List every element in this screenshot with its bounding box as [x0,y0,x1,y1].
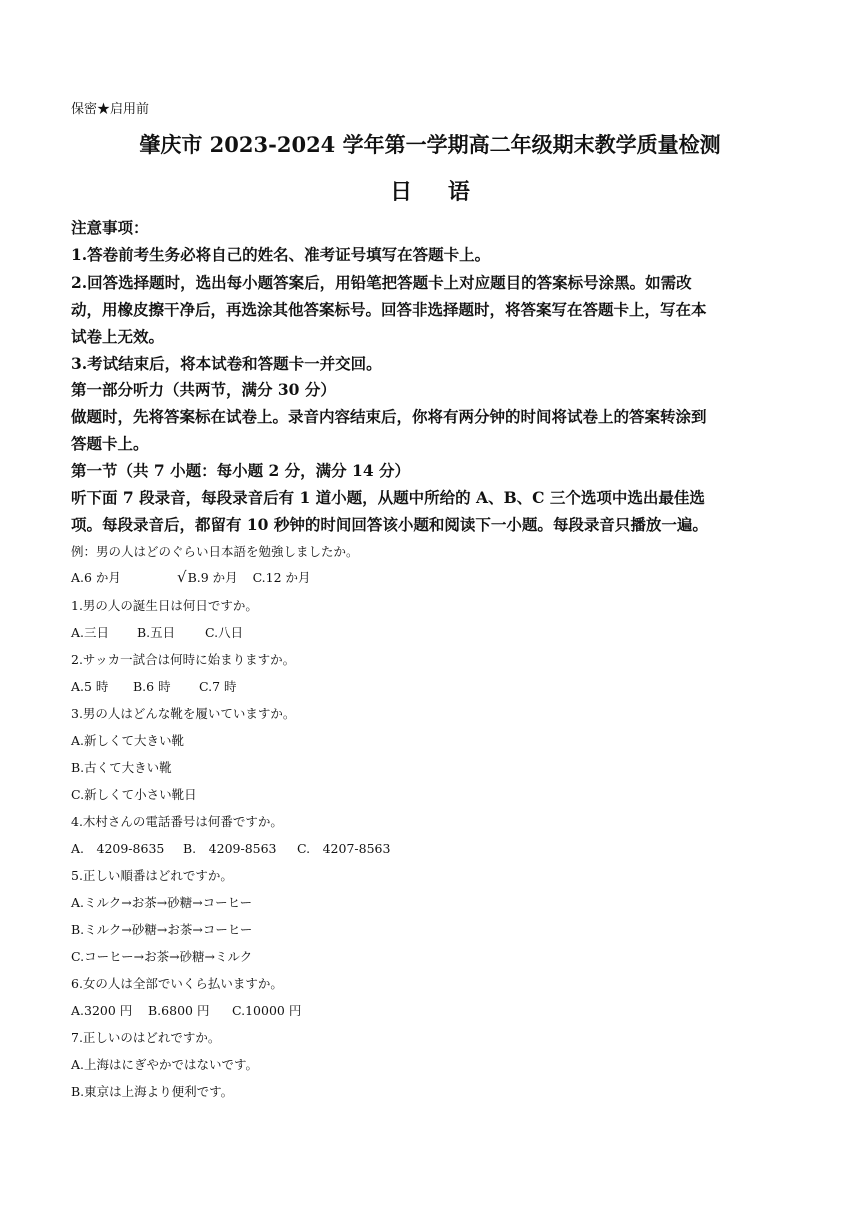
section1-instruction-line-1: 听下面 7 段录音，每段录音后有 1 道小题，从题中所给的 A、B、C 三个选项中选出最佳选 [71,488,705,507]
question-7: 7.正しいのはどれですか。 [71,1030,221,1045]
example-option-b: B.9 か月 [187,570,238,585]
q7-option-b: B.東京は上海より便利です。 [71,1084,234,1099]
question-6: 6.女の人は全部でいくら払いますか。 [71,976,283,991]
note-item-2-line-3: 试卷上无效。 [71,327,165,346]
q3-option-b: B.古くて大きい靴 [71,760,172,775]
q2-option-b: B.6 時 [133,679,171,694]
check-mark-icon: √ [177,568,187,586]
q4-option-a: A. 4209-8635 [71,841,165,856]
q6-option-a: A.3200 円 [71,1003,133,1018]
q4-option-c: C. 4207-8563 [297,841,391,856]
part1-instruction-line-2: 答题卡上。 [71,434,149,453]
note-item-2-line-1: 2.回答选择题时，选出每小题答案后，用铅笔把答题卡上对应题目的答案标号涂黑。如需改 [71,273,692,292]
note-item-2-line-2: 动，用橡皮擦干净后，再选涂其他答案标号。回答非选择题时，将答案写在答题卡上，写在本 [71,300,707,319]
question-4: 4.木村さんの電話番号は何番ですか。 [71,814,283,829]
example-option-a: A.6 か月 [71,570,121,585]
question-2-options [71,677,237,695]
question-3: 3.男の人はどんな靴を履いていますか。 [71,706,296,721]
question-1-options [71,623,243,641]
example-option-c: C.12 か月 [252,570,311,585]
q5-option-b: B.ミルク→砂糖→お茶→コーヒー [71,922,253,937]
q2-option-c: C.7 時 [199,679,237,694]
q1-option-c: C.八日 [205,625,244,640]
confidential-label: 保密★启用前 [71,102,150,117]
q2-option-a: A.5 時 [71,679,109,694]
q3-option-a: A.新しくて大きい靴 [71,733,185,748]
note-item-1: 1.答卷前考生务必将自己的姓名、准考证号填写在答题卡上。 [71,245,491,264]
q1-option-b: B.五日 [137,625,176,640]
section1-heading: 第一节（共 7 小题：每小题 2 分，满分 14 分） [71,461,411,480]
q6-option-b: B.6800 円 [148,1003,210,1018]
subject-title: 日 语 [390,179,484,205]
question-1: 1.男の人の誕生日は何日ですか。 [71,598,258,613]
example-question: 例：男の人はどのぐらい日本語を勉強しましたか。 [71,544,359,559]
example-options [71,568,311,586]
q4-option-b: B. 4209-8563 [183,841,277,856]
note-item-3: 3.考试结束后，将本试卷和答题卡一并交回。 [71,354,382,373]
question-6-options [71,1001,301,1019]
q3-option-c: C.新しくて小さい靴日 [71,787,197,802]
part1-heading: 第一部分听力（共两节，满分 30 分） [71,380,336,399]
part1-instruction-line-1: 做题时，先将答案标在试卷上。录音内容结束后，你将有两分钟的时间将试卷上的答案转涂到 [71,407,707,426]
q7-option-a: A.上海はにぎやかではないです。 [71,1057,259,1072]
exam-title: 肇庆市 2023-2024 学年第一学期高二年级期末教学质量检测 [139,132,721,157]
q6-option-c: C.10000 円 [232,1003,302,1018]
question-2: 2.サッカ一試合は何時に始まりますか。 [71,652,296,667]
q5-option-c: C.コーヒー→お茶→砂糖→ミルク [71,949,253,964]
notes-heading: 注意事项： [71,218,149,237]
q1-option-a: A.三日 [71,625,110,640]
q5-option-a: A.ミルク→お茶→砂糖→コーヒー [71,895,253,910]
question-4-options [71,839,390,857]
question-5: 5.正しい順番はどれですか。 [71,868,233,883]
section1-instruction-line-2: 项。每段录音后，都留有 10 秒钟的时间回答该小题和阅读下一小题。每段录音只播放一遍。 [71,515,708,534]
